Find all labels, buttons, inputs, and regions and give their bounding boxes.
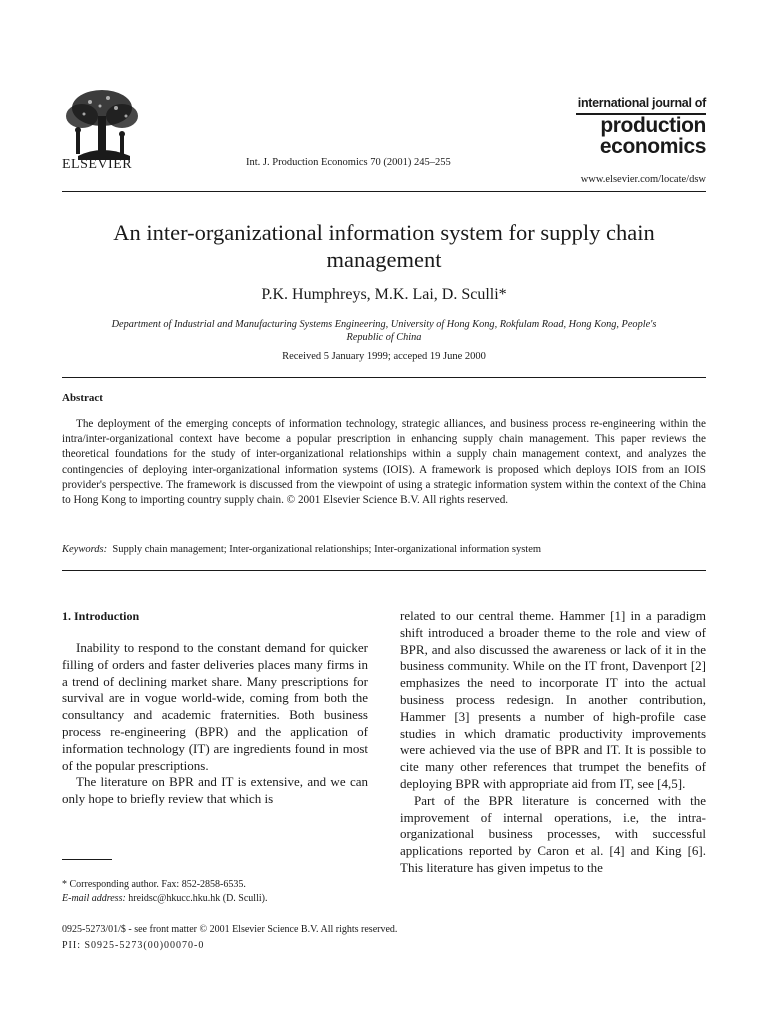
journal-url-link[interactable]: www.elsevier.com/locate/dsw bbox=[580, 174, 706, 185]
section-heading-introduction: 1. Introduction bbox=[62, 609, 140, 623]
author-affiliation: Department of Industrial and Manufacturing Systems Engineering, University of Hong Kong, Rokfulam Road, Hong Kong, People's Republic of China bbox=[111, 319, 657, 343]
journal-name-line1: production bbox=[600, 114, 706, 137]
abstract-heading: Abstract bbox=[62, 392, 103, 404]
paragraph: Inability to respond to the constant demand for quicker filling of orders and faster deliveries places many firms in a trend of declining market share. Many prescriptions for survival are in vogue world-wide, coming from both the consultancy and academic fraternities. Both business process re-engineering (BPR) and the application of information technology (IT) are ingredients found in most of the popular prescriptions. bbox=[62, 640, 368, 773]
footer-pii: PII: S0925-5273(00)00070-0 bbox=[62, 940, 205, 951]
keywords bbox=[62, 544, 706, 555]
journal-citation: Int. J. Production Economics 70 (2001) 245–255 bbox=[246, 157, 451, 168]
paragraph: Part of the BPR literature is concerned with the improvement of internal operations, i.e, the intra-organizational business processes, with successful applications reported by Caron et al. [4] and King [6]. This literature has given impetus to the bbox=[400, 792, 706, 875]
email-address[interactable]: hreidsc@hkucc.hku.hk (D. Sculli). bbox=[128, 893, 268, 904]
paragraph: related to our central theme. Hammer [1] in a paradigm shift introduced a broader theme to the role and view of BPR, and also discussed the awareness or lack of it in the business community. While on the IT front, Davenport [2] emphasizes the need to incorporate IT into the actual business process redesign. In another contribution, Hammer [3] presents a number of high-profile case studies in which dramatic productivity improvements were achieved via the use of BPR and IT. It is possible to cite many other references that trumpet the benefits of deploying BPR with appropriate aid from IT, see [4,5]. bbox=[400, 608, 706, 791]
journal-logo bbox=[540, 96, 706, 157]
email-note bbox=[62, 892, 368, 906]
abstract-top-divider bbox=[62, 377, 706, 378]
received-dates: Received 5 January 1999; acceped 19 June 2000 bbox=[282, 351, 486, 362]
article-authors: P.K. Humphreys, M.K. Lai, D. Sculli* bbox=[261, 286, 507, 303]
abstract-bottom-divider bbox=[62, 570, 706, 571]
body-column-right bbox=[400, 608, 706, 877]
keywords-list: Supply chain management; Inter-organizational relationships; Inter-organizational information system bbox=[112, 544, 542, 555]
paragraph: The literature on BPR and IT is extensive, and we can only hope to briefly review that which is bbox=[62, 774, 368, 807]
elsevier-tree-logo bbox=[60, 86, 144, 162]
article-title: An inter-organizational information system for supply chain management bbox=[113, 220, 655, 272]
journal-name-line2: economics bbox=[599, 135, 706, 158]
keywords-label: Keywords: bbox=[62, 544, 108, 555]
footnote bbox=[62, 878, 368, 906]
email-label: E-mail address: bbox=[62, 893, 126, 904]
corresponding-author-note: * Corresponding author. Fax: 852-2858-6535. bbox=[62, 879, 246, 890]
footer-copyright: 0925-5273/01/$ - see front matter © 2001 Elsevier Science B.V. All rights reserved. bbox=[62, 924, 398, 935]
publisher-name: ELSEVIER bbox=[62, 157, 133, 172]
body-column-left bbox=[62, 640, 368, 808]
journal-prefix: international journal of bbox=[577, 96, 706, 110]
footnote-divider bbox=[62, 859, 112, 860]
header-divider bbox=[62, 191, 706, 192]
abstract-text: The deployment of the emerging concepts of information technology, strategic alliances, and business process re-engineering within the intra/inter-organizational context have become a popular prescription in enhancing supply chain management. This paper reviews the theoretical foundations for the study of inter-organizational relationships within a supply chain management context, and analyzes the contingencies of deploying inter-organizational information systems (IOIS). A framework is proposed which deploys IOIS from an IOIS provider's perspective. The framework is discussed from the viewpoint of using a strategic information system within the context of the China to Hong Kong to importing country supply chain. © 2001 Elsevier Science B.V. All rights reserved. bbox=[62, 418, 706, 507]
